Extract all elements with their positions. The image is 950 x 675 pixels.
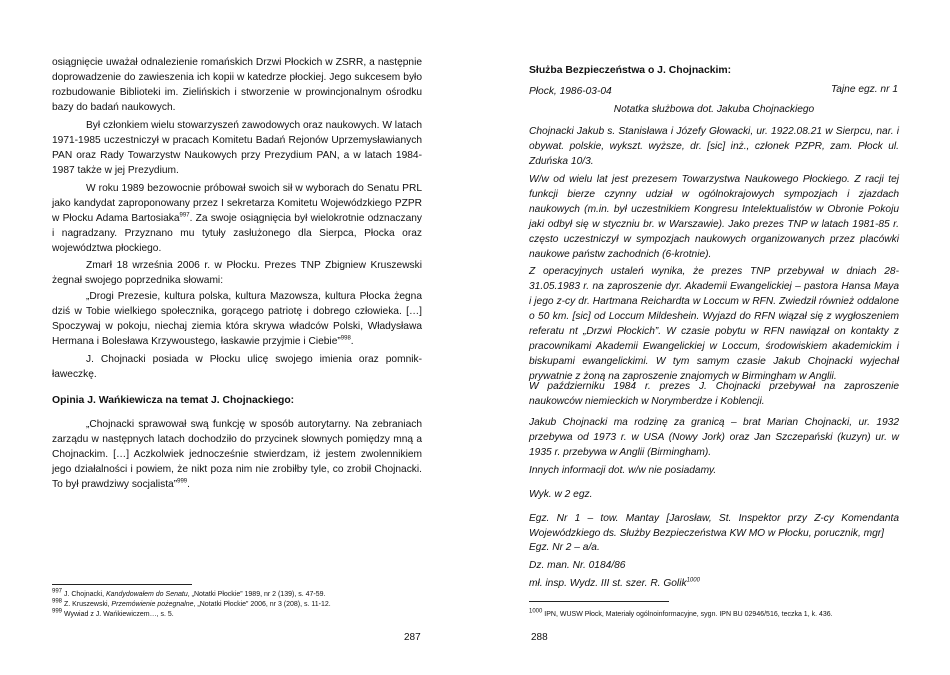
right-paragraph-3: Z operacyjnych ustaleń wynika, że prezes TNP przebywał w dniach 28-31.05.1983 r. na zaproszenie dyr. Akademii Ewangelickiej – pastora Hansa Maya i jego z-cy dr. Hartmana Reichardta w Loccum w RFN. Zwiedził również oddalone o 50 km. [sic] od Loccum Mildeshein. Wyjazd do RFN wiązał się z wygłoszeniem referatu nt „Drzwi Płockich”. W czasie pobytu w RFN nawiązał on kontakty z pracownikami Akademii Ewangelickiej w Loccum, środowiskiem akademickim i biskupami ewangelickimi. W tym samym czasie Jakub Chojnacki wyjechał prywatnie z żoną na zaproszenie znajomych w Birmingham w Anglii. [529,266,899,382]
left-paragraph-6-text: „Chojnacki sprawował swą funkcję w sposób autorytarny. Na zebraniach zarządu w następnych latach dochodziło do przycinek słownych pomiędzy mną a Chojnackim. […] Aczkolwiek jednocześnie stwierdzam, iż jestem zwolennikiem jego działalności i powiem, że nikt poza nim nie zrobiłby tyle, co zrobił Chojnacki. To był prawdziwy socjalista” [52,419,422,490]
footnote-ref-998: 998 [340,335,351,342]
footnote-separator-left [52,584,192,585]
right-paragraph-8: Egz. Nr 1 – tow. Mantay [Jarosław, St. Inspektor przy Z-cy Komendanta Wojewódzkiego ds. Służby Bezpieczeństwa KW MO w Płocku, porucznik, mgr] [529,513,899,539]
footnote-ref-999: 999 [177,478,188,485]
classification-stamp: Tajne egz. nr 1 [830,84,898,95]
footnote-ref-997: 997 [179,212,190,219]
footnote-separator-right [529,601,669,602]
left-paragraph-5: J. Chojnacki posiada w Płocku ulicę swojego imienia oraz pomnik-ławeczkę. [52,354,422,380]
left-paragraph-3-text-a: W roku 1989 bezowocnie próbował swoich sił w wyborach do Senatu PRL jako kandydat zaproponowany przez I sekretarza Komitetu Wojewódzkiego PZPR w Płocku Adama Bartosiaka [52,183,422,224]
left-paragraph-1: osiągnięcie uważał odnalezienie romańskich Drzwi Płockich w ZSRR, a następnie doprowadzenie do zawieszenia ich kopii w katedrze płockiej. Jego sukcesem było rozbudowanie Biblioteki im. Zielińskich i stworzenie w prowincjonalnym ośrodku bazy do badań naukowych. [52,57,422,113]
right-paragraph-10: Dz. man. Nr. 0184/86 [529,560,626,571]
right-paragraph-7: Wyk. w 2 egz. [529,489,593,500]
farewell-quote-end: . [350,336,354,347]
right-paragraph-6: Innych informacji dot. w/w nie posiadamy. [529,465,717,476]
footnote-1000: $^{1000}$ IPN, WUSW Płock, Materiały ogólnoinformacyjne, sygn. IPN BU 02946/516, teczka 1, k. 436. [529,608,833,618]
left-paragraph-2: Był członkiem wielu stowarzyszeń zawodowych oraz naukowych. W latach 1971-1985 uczestniczył w pracach Komitetu Badań Rejonów Uprzemysławianych PAN oraz Rady Towarzystw Naukowych przy Prezydium PAN, a w latach 1984-1987 także w jej Prezydium. [52,120,422,176]
left-paragraph-6 [52,417,422,492]
note-title: Notatka służbowa dot. Jakuba Chojnackiego [613,104,815,115]
footnote-998: $^{998}$ Z. Kruszewski, Przemówienie pożegnalne, „Notatki Płockie” 2006, nr 3 (208), s. 11-12. [52,598,331,608]
section-heading-sb: Służba Bezpieczeństwa o J. Chojnackim: [529,65,732,76]
left-paragraph-3-text-b: . Za swoje osiągnięcia był wielokrotnie odznaczany i nagradzany. Przyznano mu tytuły zasłużonego dla Sierpca, Płocka oraz województwa płockiego. [52,213,422,254]
section-heading-opinia: Opinia J. Wańkiewicza na temat J. Chojnackiego: [52,395,295,406]
footnote-999: $^{999}$ Wywiad z J. Wańkiewiczem…, s. 5. [52,608,174,618]
left-paragraph-3 [52,181,422,256]
right-paragraph-4: W październiku 1984 r. prezes J. Chojnacki przebywał na zaproszenie naukowców niemieckich w Norymberdze i Koblencji. [529,381,899,407]
right-paragraph-5: Jakub Chojnacki ma rodzinę za granicą – brat Marian Chojnacki, ur. 1932 przebywa od 1973 r. w USA (Nowy Jork) oraz Jan Szczepański (kuzyn) ur. w 1935 r. przebywa w Anglii (Birmingham). [529,417,899,458]
page-number-left: 287 [404,632,421,643]
left-paragraph-4: Zmarł 18 września 2006 r. w Płocku. Prezes TNP Zbigniew Kruszewski żegnał swojego poprzednika słowami: [52,260,422,286]
farewell-quote [52,289,422,349]
farewell-quote-text: „Drogi Prezesie, kultura polska, kultura Mazowsza, kultura Płocka żegna dziś w Tobie wielkiego społecznika, gorącego patriotę i dobrego człowieka. […] Spoczywaj w pokoju, niechaj ziemia która skrywa władców Polski, Władysława Hermana i Bolesława Krzywoustego, łaskawie przyjmie i Ciebie” [52,291,422,347]
signature-line: mł. insp. Wydz. III st. szer. R. Golik [529,578,687,589]
right-paragraph-2: W/w od wielu lat jest prezesem Towarzystwa Naukowego Płockiego. Z racji tej funkcji bierze czynny udział w ogólnokrajowych sympozjach i zjazdach naukowych (m.in. był uczestnikiem Kongresu Intelektualistów w Obronie Pokoju jaki odbył się w styczniu br. w Warszawie). Jako prezes TNP w latach 1981-85 r. często uczestniczył w sympozjach naukowych organizowanych przez placówki naukowe państw zachodnich (6-krotnie). [529,174,899,260]
right-page [475,0,950,675]
footnote-997: $^{997}$ J. Chojnacki, Kandydowałem do Senatu, „Notatki Płockie” 1989, nr 2 (139), s. 47-59. [52,588,326,598]
left-paragraph-6-end: . [187,479,190,490]
page-number-right: 288 [531,632,548,643]
right-paragraph-9: Egz. Nr 2 – a/a. [529,542,600,553]
right-paragraph-1: Chojnacki Jakub s. Stanisława i Józefy Głowacki, ur. 1922.08.21 w Sierpcu, nar. i obywat. polskie, wykszt. wyższe, dr. [sic] inż., członek PZPR, zam. Płock ul. Zduńska 10/3. [529,126,899,167]
right-paragraph-11 [529,576,899,591]
footnote-ref-1000: 1000 [686,577,700,584]
place-date: Płock, 1986-03-04 [529,86,612,97]
